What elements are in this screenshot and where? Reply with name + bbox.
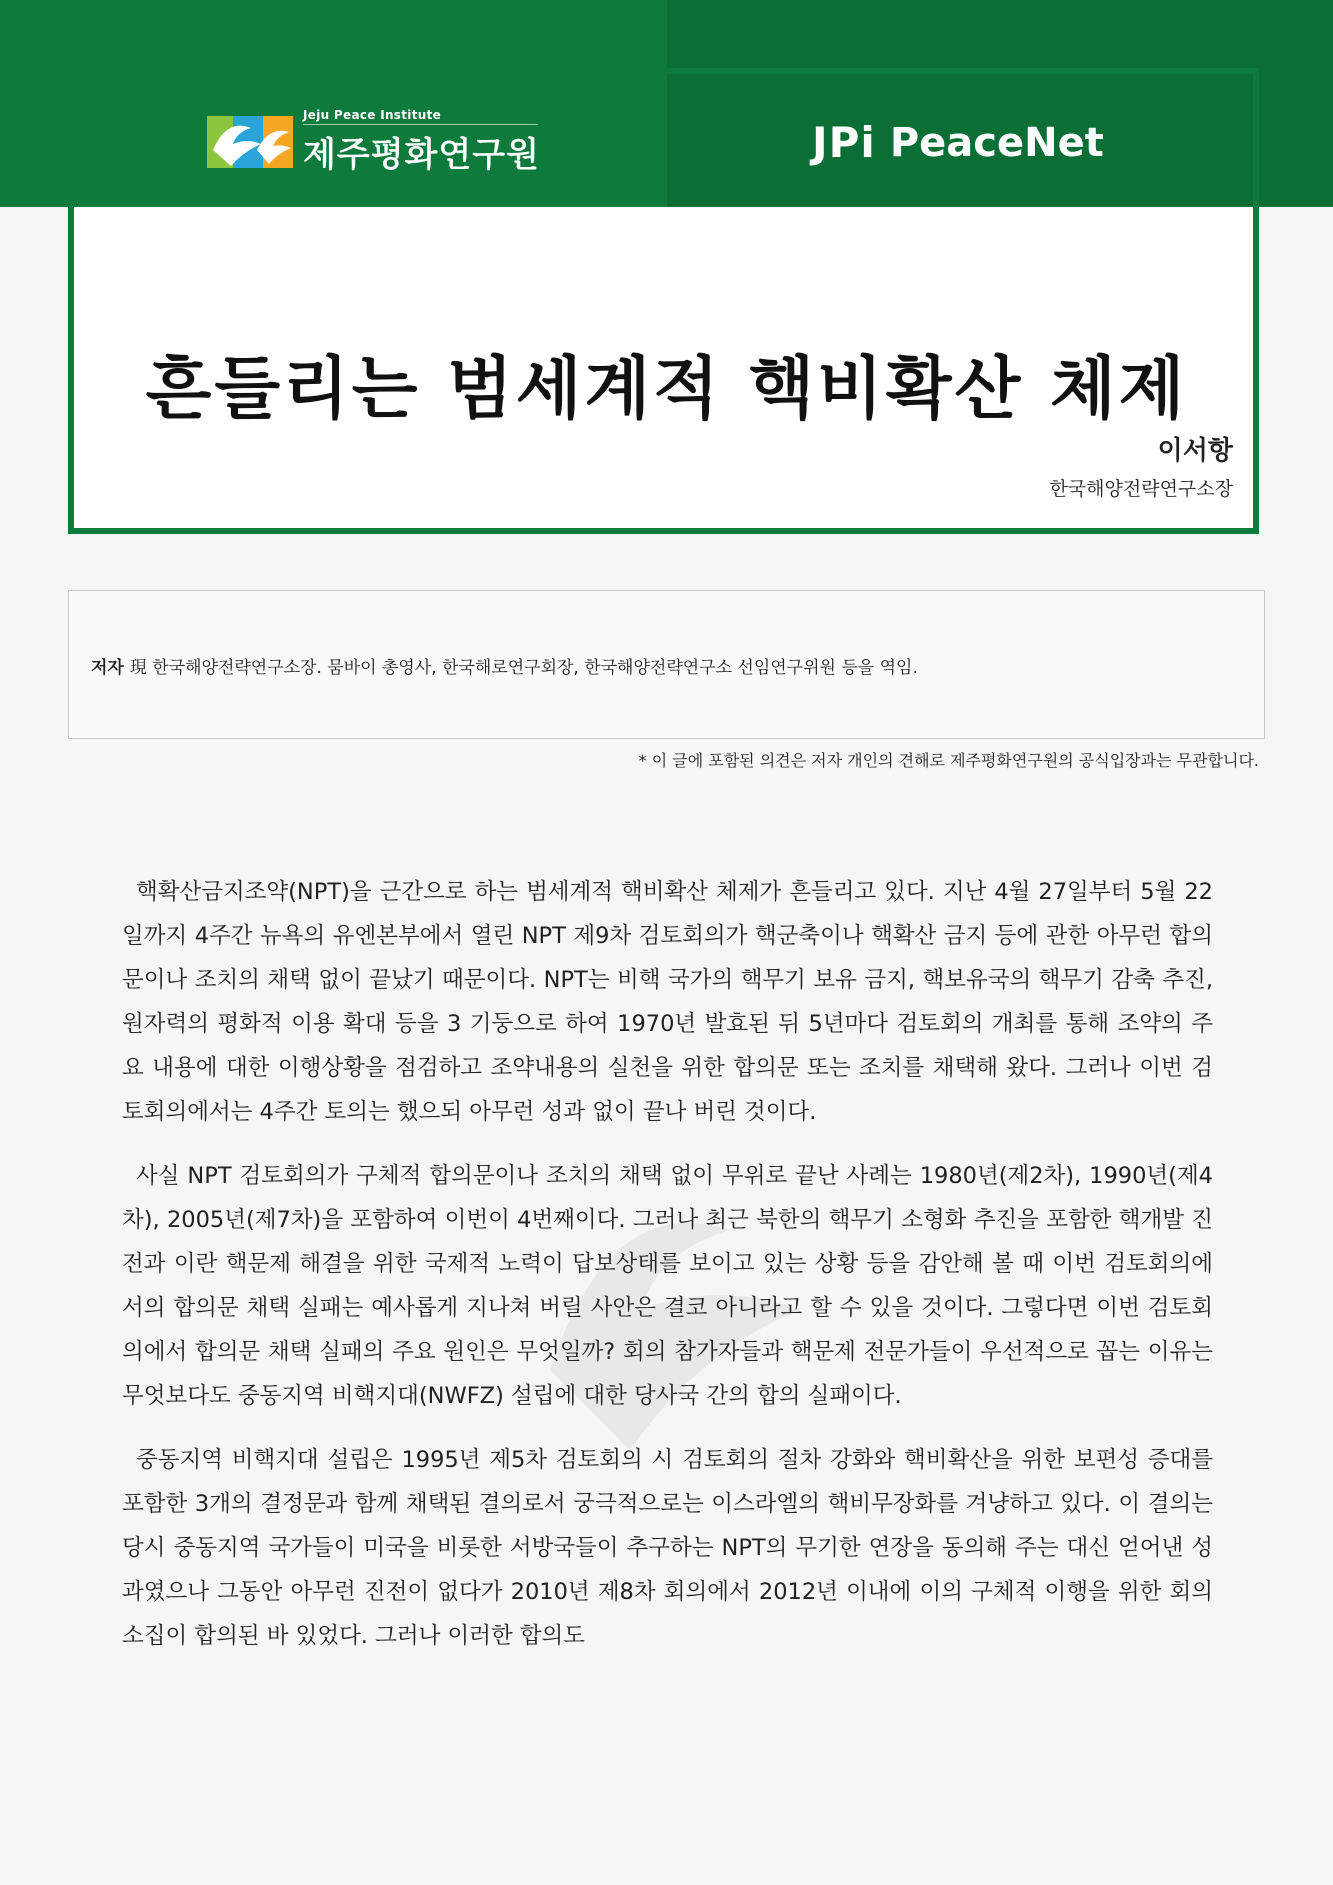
author-name: 이서항 bbox=[1157, 436, 1233, 466]
page-title: 흔들리는 범세계적 핵비확산 체제 bbox=[145, 350, 1188, 429]
peacenet-text: PeaceNet bbox=[889, 119, 1104, 166]
bio-text: 現 한국해양전략연구소장. 뭄바이 총영사, 한국해로연구회장, 한국해양전략연구소 선임연구위원 등을 역임. bbox=[129, 658, 918, 678]
author-bio bbox=[91, 653, 918, 678]
jpi-mark: JPi bbox=[812, 118, 876, 167]
paragraph: 사실 NPT 검토회의가 구체적 합의문이나 조치의 채택 없이 무위로 끝난 사례는 1980년(제2차), 1990년(제4차), 2005년(제7차)을 포함하여 이번이 4번째이다. 그러나 최근 북한의 핵무기 소형화 추진을 포함한 핵개발 진전과 이란 핵문제 해결을 위한 국제적 노력이 답보상태를 보이고 있는 상황 등을 감안해 볼 때 이번 검토회의에서의 합의문 채택 실패는 예사롭게 지나쳐 버릴 사안은 결코 아니라고 할 수 있을 것이다. 그렇다면 이번 검토회의에서 합의문 채택 실패의 주요 원인은 무엇일까? 회의 참가자들과 핵문제 전문가들이 우선적으로 꼽는 이유는 무엇보다도 중동지역 비핵지대(NWFZ) 설립에 대한 당사국 간의 합의 실패이다. bbox=[122, 1163, 1213, 1409]
paragraph: 핵확산금지조약(NPT)을 근간으로 하는 범세계적 핵비확산 체제가 흔들리고 있다. 지난 4월 27일부터 5월 22일까지 4주간 뉴욕의 유엔본부에서 열린 NPT 제9차 검토회의가 핵군축이나 핵확산 금지 등에 관한 아무런 합의문이나 조치의 채택 없이 끝났기 때문이다. NPT는 비핵 국가의 핵무기 보유 금지, 핵보유국의 핵무기 감축 추진, 원자력의 평화적 이용 확대 등을 3 기둥으로 하여 1970년 발효된 뒤 5년마다 검토회의 개최를 통해 조약의 주요 내용에 대한 이행상황을 점검하고 조약내용의 실천을 위한 합의문 또는 조치를 채택해 왔다. 그러나 이번 검토회의에서는 4주간 토의는 했으되 아무런 성과 없이 끝나 버린 것이다. bbox=[122, 879, 1213, 1125]
author-bio-box bbox=[68, 590, 1265, 739]
dove-logo-icon bbox=[207, 110, 293, 174]
bio-label: 저자 bbox=[91, 658, 124, 678]
author-affiliation: 한국해양전략연구소장 bbox=[1049, 478, 1233, 500]
peacenet-logo bbox=[812, 118, 1104, 167]
jeju-peace-institute-logo bbox=[207, 108, 540, 176]
logo-english-name: Jeju Peace Institute bbox=[303, 108, 538, 125]
logo-korean-name: 제주평화연구원 bbox=[303, 135, 540, 175]
disclaimer: * 이 글에 포함된 의견은 저자 개인의 견해로 제주평화연구원의 공식입장과는 무관합니다. bbox=[638, 751, 1259, 770]
article-body bbox=[122, 870, 1213, 1678]
paragraph: 중동지역 비핵지대 설립은 1995년 제5차 검토회의 시 검토회의 절차 강화와 핵비확산을 위한 보편성 증대를 포함한 3개의 결정문과 함께 채택된 결의로서 궁극적으로는 이스라엘의 핵비무장화를 겨냥하고 있다. 이 결의는 당시 중동지역 국가들이 미국을 비롯한 서방국들이 추구하는 NPT의 무기한 연장을 동의해 주는 대신 얻어낸 성과였으나 그동안 아무런 진전이 없다가 2010년 제8차 회의에서 2012년 이내에 이의 구체적 이행을 위한 회의소집이 합의된 바 있었다. 그러나 이러한 합의도 bbox=[122, 1447, 1213, 1649]
